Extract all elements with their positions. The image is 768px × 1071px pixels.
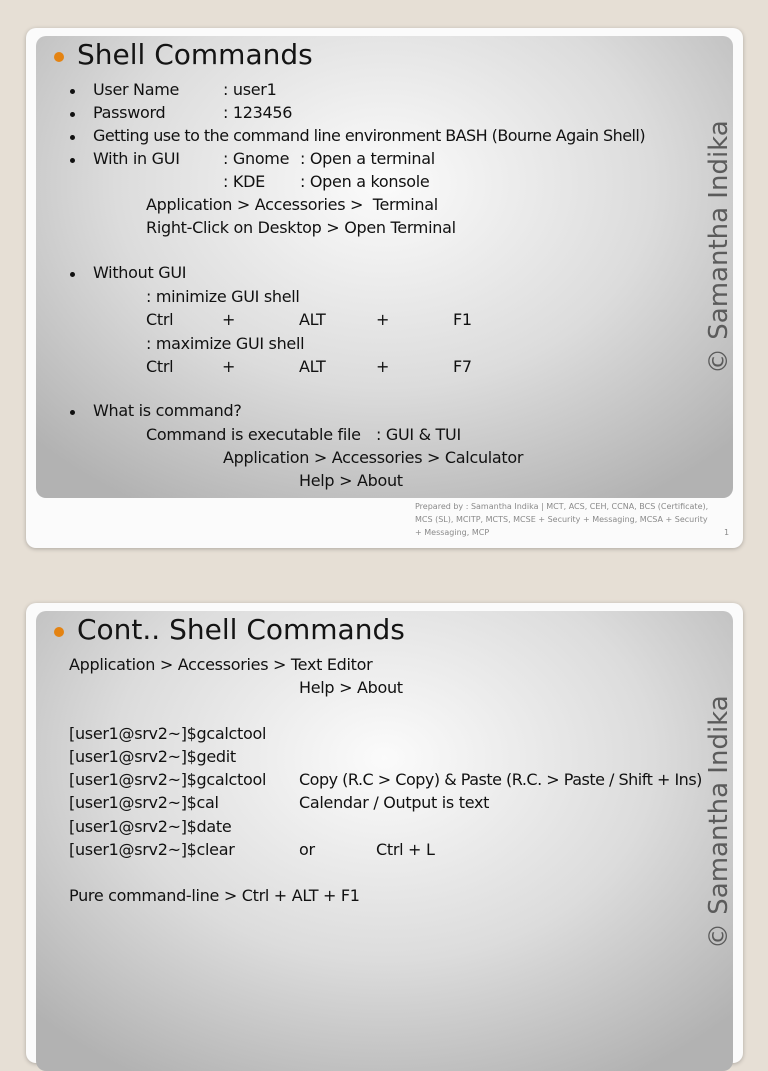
minimize-label: : minimize GUI shell [146, 287, 300, 306]
bullet-icon [70, 135, 75, 140]
cmd-gedit: [user1@srv2~]$gedit [69, 747, 236, 766]
slide-2-title: Cont.. Shell Commands [77, 613, 405, 646]
gui-tui: : GUI & TUI [376, 425, 461, 444]
cmd-gcalctool: [user1@srv2~]$gcalctool [69, 724, 267, 743]
or-label: or [299, 840, 315, 859]
bash-line: Getting use to the command line environment BASH (Bourne Again Shell) [93, 126, 646, 145]
slide-2-content-panel [36, 611, 733, 1071]
key-plus: + [376, 310, 390, 329]
user-name-label: User Name [93, 80, 180, 99]
cmd-gcalctool: [user1@srv2~]$gcalctool [69, 770, 267, 789]
help-about-path: Help > About [299, 471, 403, 490]
key-alt: ALT [299, 310, 326, 329]
user-name-value: : user1 [223, 80, 277, 99]
key-ctrl: Ctrl [146, 310, 174, 329]
within-gui-label: With in GUI [93, 149, 180, 168]
title-bullet-icon [54, 52, 64, 62]
gnome-label: : Gnome [223, 149, 290, 168]
key-f7: F7 [453, 357, 472, 376]
bullet-icon [70, 272, 75, 277]
app-calculator-path: Application > Accessories > Calculator [223, 448, 524, 467]
bullet-icon [70, 112, 75, 117]
watermark: © Samantha Indika [704, 120, 734, 374]
without-gui-label: Without GUI [93, 263, 187, 282]
footer-credit: Prepared by : Samantha Indika | MCT, ACS, CEH, CCNA, BCS (Certificate), MCS (SL), MCITP, MCTS, MCSE + Security + Messaging, MCSA + Security + Messaging, MCP [415, 502, 709, 537]
right-click-path: Right-Click on Desktop > Open Terminal [146, 218, 456, 237]
executable-line: Command is executable file [146, 425, 361, 444]
slide-1 [26, 28, 743, 548]
copy-paste-note: Copy (R.C > Copy) & Paste (R.C. > Paste / Shift + Ins) [299, 770, 702, 789]
bullet-icon [70, 89, 75, 94]
slide-1-title: Shell Commands [77, 38, 313, 71]
app-text-editor-path: Application > Accessories > Text Editor [69, 655, 373, 674]
key-ctrl: Ctrl [146, 357, 174, 376]
title-bullet-icon [54, 627, 64, 637]
kde-value: : Open a konsole [300, 172, 430, 191]
cmd-cal: [user1@srv2~]$cal [69, 793, 219, 812]
maximize-label: : maximize GUI shell [146, 334, 305, 353]
bullet-icon [70, 410, 75, 415]
password-value: : 123456 [223, 103, 293, 122]
key-plus: + [222, 357, 236, 376]
bullet-icon [70, 158, 75, 163]
ctrl-l: Ctrl + L [376, 840, 435, 859]
what-is-command: What is command? [93, 401, 242, 420]
watermark: © Samantha Indika [704, 695, 734, 949]
key-plus: + [222, 310, 236, 329]
pure-command-line: Pure command-line > Ctrl + ALT + F1 [69, 886, 360, 905]
gnome-value: : Open a terminal [300, 149, 435, 168]
slide-1-content-panel [36, 36, 733, 498]
cmd-clear: [user1@srv2~]$clear [69, 840, 235, 859]
slide-2 [26, 603, 743, 1063]
help-about-path: Help > About [299, 678, 403, 697]
cmd-date: [user1@srv2~]$date [69, 817, 232, 836]
page-number: 1 [724, 528, 730, 537]
app-terminal-path: Application > Accessories > Terminal [146, 195, 438, 214]
key-alt: ALT [299, 357, 326, 376]
key-plus: + [376, 357, 390, 376]
calendar-note: Calendar / Output is text [299, 793, 490, 812]
key-f1: F1 [453, 310, 472, 329]
password-label: Password [93, 103, 166, 122]
kde-label: : KDE [223, 172, 265, 191]
